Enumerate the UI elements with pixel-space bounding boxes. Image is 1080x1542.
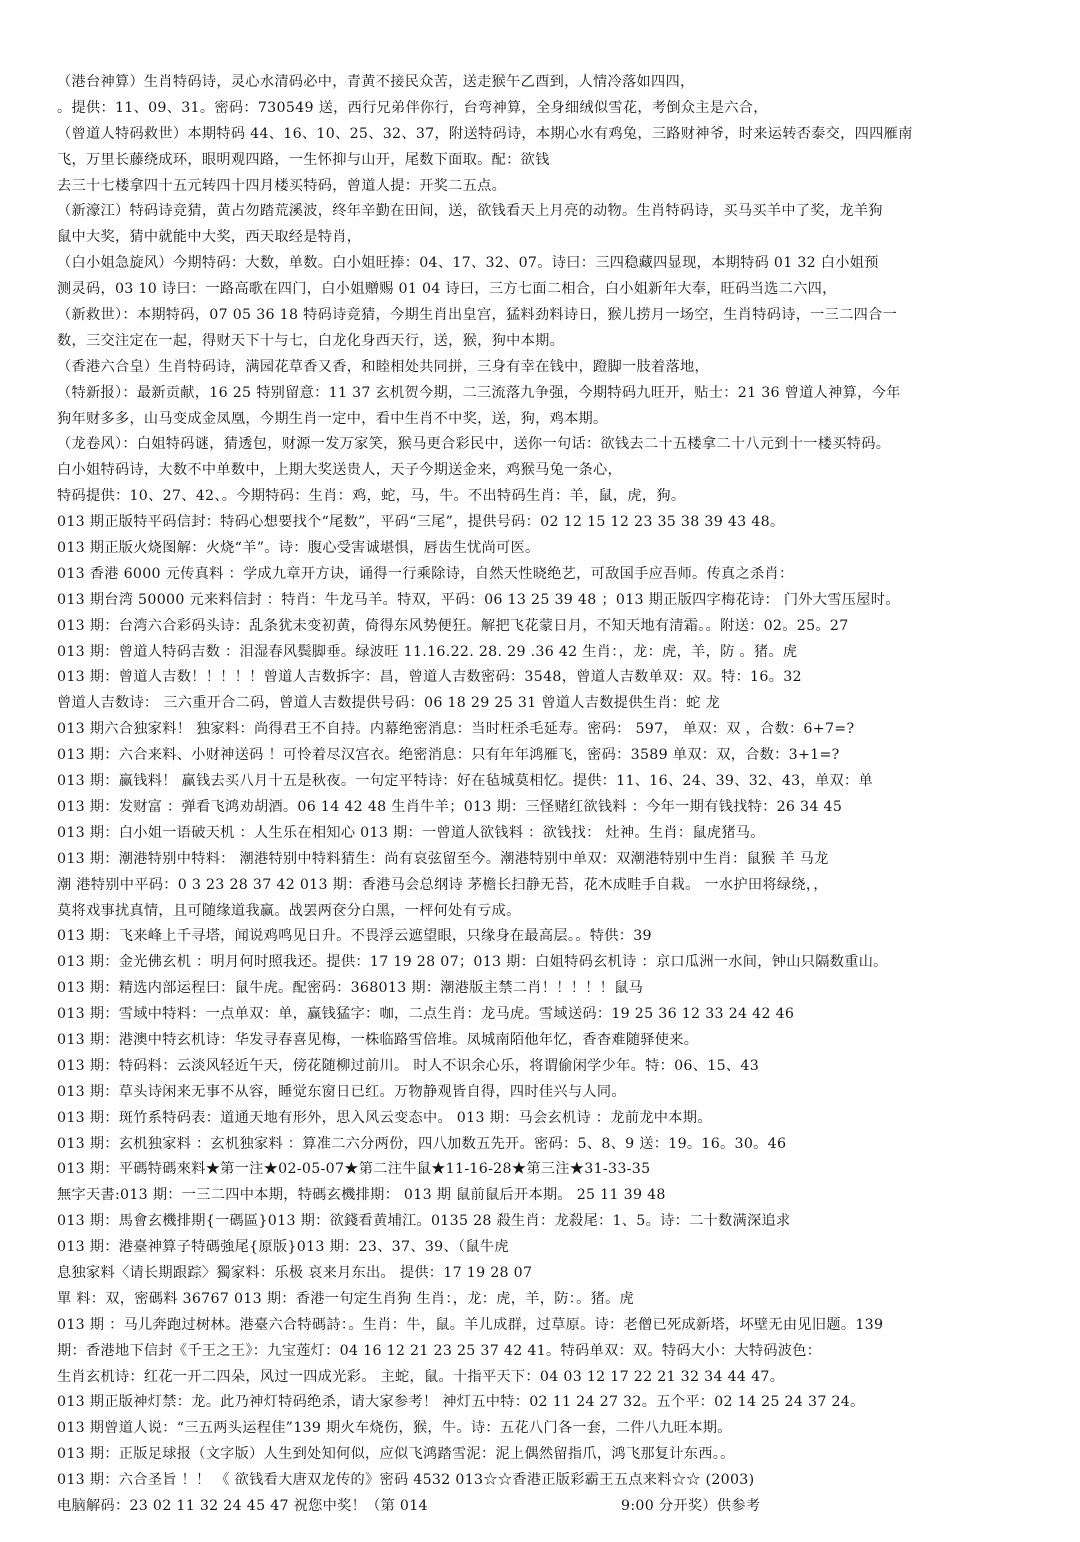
- text-line: 013 期：精选内部运程曰：鼠牛虎。配密码：368013 期：潮港版主禁二肖！！！！！鼠马: [57, 980, 644, 997]
- text-line: （龙卷风）：白姐特码谜，猜透包，财源一发万家笑，猴马更合彩民中，送你一句话：欲钱去二十五楼拿二十八元到十一楼买特码。: [57, 436, 891, 453]
- text-line: 去三十七楼拿四十五元转四十四月楼买特码，曾道人提：开奖二五点。: [57, 177, 507, 194]
- text-line: 013 期：馬會玄機排期{一碼區}013 期：欲錢看黄埔江。0135 28 殺生肖：龙殺尾：1、5。诗：二十数满深追求: [57, 1213, 791, 1230]
- text-line: 013 期：特码料：云淡风轻近午天，傍花随柳过前川。 时人不识余心乐，将谓偷闲学少年。特：06、15、43: [57, 1057, 760, 1074]
- text-line: 013 期：斑竹系特码表：道通天地有形外，思入风云变态中。 013 期：马会玄机诗 ：龙前龙中本期。: [57, 1109, 712, 1126]
- text-line: 013 期正版特平码信封：特码心想要找个“尾数”，平码“三尾”，提供号码：02 12 15 12 23 35 38 39 43 48。: [57, 514, 785, 531]
- text-line: 013 期：草头诗闲来无事不从容，睡觉东窗日已红。万物静观皆自得，四时佳兴与人同。: [57, 1083, 626, 1100]
- text-line: 特码提供：10、27、42、。今期特码：生肖：鸡，蛇，马，牛。不出特码生肖：羊，鼠，虎，狗。: [57, 488, 686, 505]
- text-line: （香港六合皇）生肖特码诗，满园花草香又香，和睦相处共同拼，三身有幸在钱中，蹬脚一肢着落地，: [57, 358, 709, 375]
- text-line: 013 期：正版足球报（文字版）人生到处知何似，应似飞鸿踏雪泥：泥上偶然留指爪，鸿飞那复计东西。。: [57, 1446, 735, 1463]
- text-line: 莫将戏事扰真情，且可随缘道我赢。战罢两奁分白黑，一枰何处有亏成。: [57, 902, 521, 919]
- text-line: 。提供：11、09、31。密码：730549 送，西行兄弟伴你行，台弯神算，全身细绒似雪花，考倒众主是六合，: [57, 99, 768, 116]
- text-line: 013 期：发财富 ：弹看飞鸿劝胡酒。06 14 42 48 生肖牛羊；013 期：三怪赌红欲钱料 ：今年一期有钱找特：26 34 45: [57, 798, 843, 815]
- text-line: 飞，万里长藤绕成环，眼明观四路，一生怀抑与山开，尾数下面取。配：欲钱: [57, 151, 550, 168]
- text-line: 期：香港地下信封《千王之王》：九宝莲灯：04 16 12 21 23 25 37 42 41。特码单双：双。特码大小：大特码波色：: [57, 1342, 822, 1359]
- text-line: 013 期：台湾六合彩码头诗：乱条犹未变初黄，倚得东风势便狂。解把飞花蒙日月，不知天地有清霜。。附送：02。25。27: [57, 617, 849, 634]
- text-line: 013 期：平碼特碼來料★第一注★02-05-07★第二注牛鼠★11-16-28★第三注★31-33-35: [57, 1161, 651, 1178]
- text-line: 电脑解码：23 02 11 32 24 45 47 祝您中奖！（第 014 9:00 分开奖）供参考: [57, 1497, 761, 1514]
- text-line: 013 期：金光佛玄机 ：明月何时照我还。提供：17 19 28 07；013 期：白姐特码玄机诗 ：京口瓜洲一水间，钟山只隔数重山。: [57, 954, 888, 971]
- text-line: 單 料：双，密碼料 36767 013 期：香港一句定生肖狗 生肖：，龙：虎，羊，防：。猪。虎: [57, 1290, 635, 1307]
- text-line: 013 期正版神灯禁：龙。此乃神灯特码绝杀，请大家参考！ 神灯五中特：02 11 24 27 32。五个平：02 14 25 24 37 24。: [57, 1394, 865, 1411]
- text-line: （新救世）：本期特码，07 05 36 18 特码诗竞猜，今期生肖出皇宫，猛料劲料诗日，猴儿捞月一场空，生肖特码诗，一三二四合一: [57, 307, 898, 324]
- text-line: 白小姐特码诗，大数不中单数中，上期大奖送贵人，天子今期送金来，鸡猴马兔一条心，: [57, 462, 623, 479]
- text-line: 013 期六合独家料！ 独家料：尚得君王不自持。内幕绝密消息：当时枉杀毛延寿。密码： 597， 单双：双 ，合数：6+7=?: [57, 721, 855, 738]
- text-line: 息独家料〈请长期跟踪〉獨家料：乐极 哀来月东出。 提供：17 19 28 07: [57, 1264, 533, 1281]
- text-line: 潮 港特别中平码：0 3 23 28 37 42 013 期：香港马会总纲诗 茅檐长扫静无苔，花木成畦手自栽。 一水护田将绿绕，，: [57, 876, 828, 893]
- text-line: 013 期：港臺神算子特碼強尾{原版}013 期：23、37、39、（鼠牛虎: [57, 1239, 509, 1256]
- text-line: 鼠中大奖，猜中就能中大奖，西天取经是特肖，: [57, 229, 362, 246]
- text-line: 测灵码，03 10 诗曰：一路高歌在四门，白小姐赠赐 01 04 诗曰，三方七面二相合，白小姐新年大奉，旺码当选二六四，: [57, 281, 837, 298]
- text-line: 013 期：白小姐一语破天机 ：人生乐在相知心 013 期：一曾道人欲钱料 ：欲钱找： 灶神。生肖：鼠虎猪马。: [57, 824, 765, 841]
- text-line: 013 期：曾道人特码吉数 ：泪湿春风鬓脚垂。绿波旺 11.16.22. 28. 29 .36 42 生肖：，龙：虎，羊，防 。猪。虎: [57, 643, 798, 660]
- text-line: 無字天書:013 期：一三二四中本期，特碼玄機排期： 013 期 鼠前鼠后开本期。 25 11 39 48: [57, 1187, 666, 1204]
- text-line: 013 香港 6000 元传真料 ：学成九章开方诀，诵得一行乘除诗，自然天性晓绝艺，可敌国手应吾师。传真之杀肖：: [57, 565, 794, 582]
- text-line: （新濠江）特码诗竞猜，黄占勿踏荒溪波，终年辛勤在田间，送，欲钱看天上月亮的动物。生肖特码诗，买马买羊中了奖，龙羊狗: [57, 203, 883, 220]
- text-line: 数，三交注定在一起，得财天下十与七，白龙化身西天行，送，猴，狗中本期。: [57, 332, 565, 349]
- text-line: 013 期：六合圣旨 ！！ 《 欲钱看大唐双龙传的》密码 4532 013☆☆香港正版彩霸王五点来料☆☆ (2003): [57, 1472, 755, 1489]
- text-line: 013 期台湾 50000 元来料信封 ：特肖：牛龙马羊。特双，平码：06 13 25 39 48 ；013 期正版四字梅花诗： 门外大雪压屋时。: [57, 591, 900, 608]
- text-line: 013 期曾道人说：“三五两头运程佳”139 期火车烧伤，猴，牛。诗：五花八门各一套，二件八九旺本期。: [57, 1420, 732, 1437]
- text-line: 013 期：六合来料、小财神送码 ！可怜着尽汉宫衣。绝密消息：只有年年鸿雁飞，密码：3589 单双：双，合数：3+1=?: [57, 747, 840, 764]
- text-line: 013 期：赢钱料！ 赢钱去买八月十五是秋夜。一句定平特诗：好在毡城莫相忆。提供：11、16、24、39、32、43，单双：单: [57, 773, 873, 790]
- text-line: 曾道人吉数诗： 三六重开合二码，曾道人吉数提供号码：06 18 29 25 31 曾道人吉数提供生肖：蛇 龙: [57, 695, 720, 712]
- text-line: 狗年财多多，山马变成金凤凰，今期生肖一定中，看中生肖不中奖，送，狗，鸡本期。: [57, 410, 608, 427]
- text-line: 生肖玄机诗：红花一开二四朵，风过一四成光彩。 主蛇，鼠。十指平天下：04 03 12 17 22 21 32 34 44 47。: [57, 1368, 785, 1385]
- text-line: 013 期：玄机独家料 ：玄机独家料 ：算准二六分两份，四八加数五先开。密码：5、8、9 送：19。16。30。46: [57, 1135, 787, 1152]
- text-line: 013 期 ：马儿奔跑过树林。港臺六合特碼詩：。生肖：牛，鼠。羊儿成群，过草原。诗：老僧已死成新塔，坏壁无由见旧题。139: [57, 1316, 884, 1333]
- text-line: 013 期：飞来峰上千寻塔，闻说鸡鸣见日升。不畏浮云遮望眼，只缘身在最高层。。特供：39: [57, 928, 652, 945]
- text-line: （港台神算）生肖特码诗，灵心水清码必中，青黄不接民众苦，送走猴午乙酉到，人情冷落如四四，: [57, 74, 695, 90]
- text-line: （曾道人特码救世）本期特码 44、16、10、25、32、37，附送特码诗，本期心水有鸡兔，三路财神爷，时来运转否泰交，四四雁南: [57, 125, 913, 142]
- text-line: （特新报）：最新贡献，16 25 特别留意：11 37 玄机贺今期，二三流落九争强，今期特码九旺开，贴士：21 36 曾道人神算，今年: [57, 384, 901, 401]
- text-line: 013 期：曾道人吉数！！！！！曾道人吉数拆字：昌，曾道人吉数密码：3548，曾道人吉数单双：双。特：16。32: [57, 669, 802, 686]
- text-line: 013 期：潮港特别中特料： 潮港特别中特料猜生：尚有哀弦留至今。潮港特别中单双：双潮港特别中生肖：鼠猴 羊 马龙: [57, 850, 829, 867]
- text-line: （白小姐急旋风）今期特码：大数，单数。白小姐旺捧：04、17、32、07。诗曰：三四稳藏四显现，本期特码 01 32 白小姐预: [57, 255, 879, 272]
- text-line: 013 期：雪域中特料：一点单双：单，赢钱猛字：咖，二点生肖：龙马虎。雪域送码：19 25 36 12 33 24 42 46: [57, 1006, 795, 1023]
- lottery-text-document: [57, 70, 1047, 1520]
- text-line: 013 期正版火烧图解：火烧“羊”。诗：腹心受害诚堪惧，唇齿生忧尚可医。: [57, 540, 540, 557]
- text-line: 013 期：港澳中特玄机诗：华发寻春喜见梅，一株临路雪倍堆。凤城南陌他年忆，香杳难随驿使来。: [57, 1031, 699, 1048]
